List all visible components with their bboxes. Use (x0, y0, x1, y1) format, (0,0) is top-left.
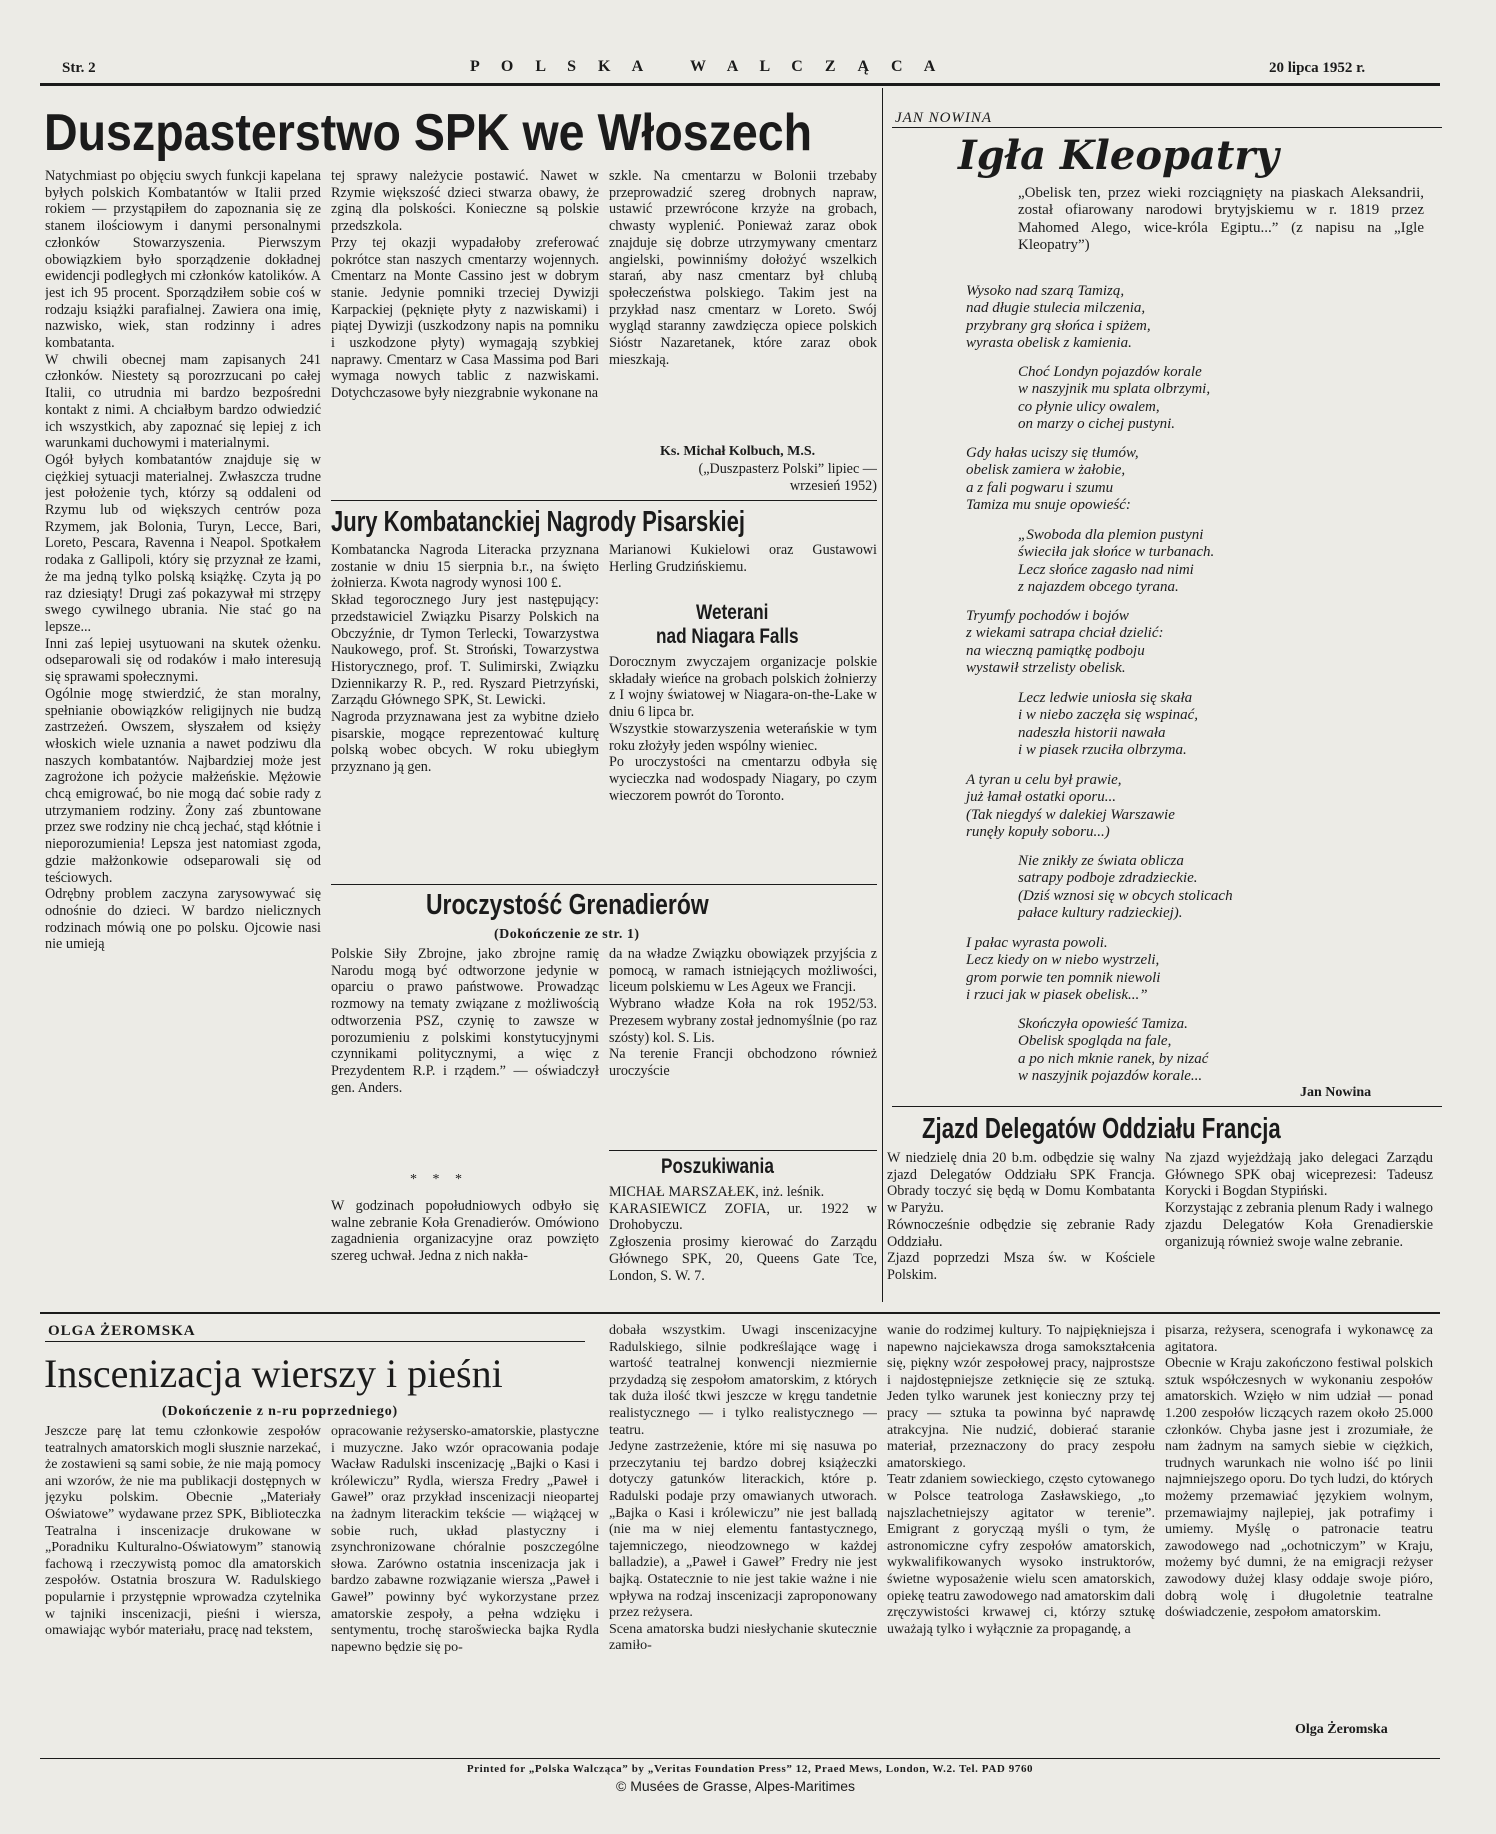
inscenizacja-author-rule (45, 1341, 585, 1342)
poem-stanza-10: Skończyła opowieść Tamiza. Obelisk spogląda na fale, a po nich mknie ranek, by nizać w naszyjnik pojazdów korale... (1018, 1016, 1209, 1085)
zjazd-column-2: Na zjazd wyjeżdżają jako delegaci Zarządu Głównego SPK obaj wiceprezesi: Tadeusz Korycki i Bogdan Stypiński. Korzystając z zebrania plenum Rady i walnego zjazdu Delegatów Koła Grenadierskie organizują również swoje walne zebranie. (1165, 1150, 1433, 1250)
kleopatra-author: JAN NOWINA (895, 110, 993, 126)
spk-column-2: tej sprawy należycie postawić. Nawet w Rzymie większość dzieci stwarza obawy, że zginą dla polskości. Konieczne są polskie przedszkola. Przy tej okazji wypadałoby zreferować pokrótce stan naszych cmentarzy wojennych. Cmentarz na Monte Cassino jest w dobrym stanie. Jedynie pomniki trzeciej Dywizji Karpackiej (pęknięte płyty z nazwiskami) i piątej Dywizji (uszkodzony napis na pomniku i uszkodzone płyty) wymagają szybkiej naprawy. Cmentarz w Casa Massima pod Bari wymaga nowych tablic z nazwiskami. Dotychczasowe były niezgrabnie wykonane na (331, 168, 599, 402)
spk-signature-note: („Duszpasterz Polski” lipiec — wrzesień 1952) (698, 461, 877, 494)
kleopatra-signature: Jan Nowina (1300, 1085, 1372, 1100)
search-headline: Poszukiwania (661, 1155, 774, 1178)
inscenizacja-column-3: dobała wszystkim. Uwagi inscenizacyjne Radulskiego, silnie podkreślające wagę i wartość teatralnej konwencji niezmiernie przydadzą się zespołom amatorskim, z których tak duża ilość tkwi jeszcze w kręgu tandetnie realistycznego — i tylko realistycznego — teatru. Jedyne zastrzeżenie, które mi się nasuwa po przeczytaniu tej bardzo dobrej książeczki dotyczy gatunków literackich, które p. Radulski podaje przy omawianych utworach. „Bajka o Kasi i królewiczu” nie jest balladą (nie ma w niej elementu fantastycznego, tajemniczego, nieodzownego w każdej balladzie), a „Paweł i Gaweł” Fredry nie jest bajką. Ostatecznie to nie jest takie ważne i nie wpływa na rodzaj inscenizacji zaproponowany przez reżysera. Scena amatorska budzi niesłychanie skutecznie zamiło- (609, 1323, 877, 1654)
column-rule (882, 88, 883, 1302)
masthead-rule (40, 83, 1440, 86)
grenadiers-top-rule (331, 884, 877, 885)
spk-signature: Ks. Michał Kolbuch, M.S. (660, 444, 816, 459)
niagara-headline-1: Weterani (696, 601, 769, 624)
grenadiers-headline: Uroczystość Grenadierów (426, 889, 709, 921)
kleopatra-author-rule (892, 127, 1442, 128)
spk-column-1: Natychmiast po objęciu swych funkcji kapelana byłych polskich Kombatantów w Italii przed rokiem — przystąpiłem do zapoznania się ze stanem ilościowym i danymi personalnymi członków Stowarzyszenia. Pierwszym obowiązkiem było sporządzenie dokładnej ewidencji podległych mi członków katolików. A jest ich 95 procent. Sporządziłem sobie coś w rodzaju książki parafialnej. Zawiera ona imię, nazwisko, wiek, stan rodzinny i adres kombatanta. W chwili obecnej mam zapisanych 241 członków. Niestety są porozrzucani po całej Italii, co utrudnia mi bardzo bezpośredni kontakt z nimi. A chciałbym bardzo odwiedzić ich wszystkich, aby zapoznać się lepiej z ich warunkami duchowymi i materialnymi. Ogół byłych kombatantów znajduje się w ciężkiej sytuacji materialnej. Zwłaszcza trudne jest położenie tych, którzy są oddaleni od Rzymu lub od większych centrów poza Rzymem, jak Bolonia, Turyn, Lecce, Bari, Loreto, Pescara, Ravenna i Neapol. Spotkałem rodaka z Gallipoli, który się przyznał ze łzami, że ma jedną tylko polską książkę. Czyta ją po raz dziesiąty! Drugi zaś pokazywał mi strzępy swego cywilnego ubrania. Nie stać go na lepsze... Inni zaś lepiej usytuowani na skutek ożenku. odseparowali się od rodaków i mało interesują się sprawami społecznymi. Ogólnie mogę stwierdzić, że stan moralny, spełnianie obowiązków religijnych nie budzą zastrzeżeń. Owszem, słyszałem od księży włoskich wiele uznania a nawet podziwu dla naszych kombatantów. Najbardziej może jest zagrożone ich pożycie małżeńskie. Mężowie chcą emigrować, bo nie mogą dać sobie rady z utrzymaniem rodziny. Żony zaś zbuntowane przez swe rodziny nie chcą jechać, stąd kłótnie i nieporozumienia! Lepsza jest natomiast zgoda, gdzie małżonkowie odseparowali się od teściowych. Odrębny problem zaczyna zarysowywać się odnośnie do dzieci. W bardzo nielicznych rodzinach mówią one po polsku. Ojcowie nasi nie umieją (45, 168, 321, 953)
inscenizacja-column-1: Jeszcze parę lat temu członkowie zespołów teatralnych amatorskich mogli słusznie narzekać, że zostawieni są sami sobie, że nie mają pomocy ani wzorów, że nie ma publikacji dostępnych w języku polskim. Obecnie „Materiały Oświatowe” wydawane przez SPK, Biblioteczka Teatralna i inscenizacje drukowane w „Poradniku Kulturalno-Oświatowym” stanowią fachową i rzeczywistą pomoc dla amatorskich zespołów. Ostatnia broszura W. Radulskiego popularnie i przystępnie wprowadza czytelnika w tajniki inscenizacji, pieśni i wiersza, omawiając wybór materiału, pracę nad tekstem, (45, 1424, 321, 1639)
poem-stanza-7: A tyran u celu był prawie, już łamał ostatki oporu... (Tak niegdyś w dalekiej Warszawie runęły kopuły soboru...) (966, 772, 1175, 841)
grenadiers-subheadline: (Dokończenie ze str. 1) (494, 927, 640, 942)
jury-column-1: Kombatancka Nagroda Literacka przyznana zostanie w dniu 15 sierpnia b.r., na święto żołnierza. Kwota nagrody wynosi 100 £. Skład tegorocznego Jury jest następujący: przedstawiciel Związku Pisarzy Polskich na Obczyźnie, dr Tymon Terlecki, Towarzystwa Naukowego, prof. St. Stroński, Towarzystwa Historycznego, prof. T. Sulimirski, Związku Dziennikarzy R. P., red. Ryszard Pietrzyński, Zarządu Głównego SPK, St. Lewicki. Nagroda przyznawana jest za wybitne dzieło pisarskie, mogące reprezentować kulturę polską wobec obcych. W roku ubiegłym przyznano ją gen. (331, 542, 599, 776)
page-number: Str. 2 (62, 60, 96, 76)
search-body: MICHAŁ MARSZAŁEK, inż. leśnik. KARASIEWICZ ZOFIA, ur. 1922 w Drohobyczu. Zgłoszenia prosimy kierować do Zarządu Głównego SPK, 20, Queens Gate Tce, London, S. W. 7. (609, 1184, 877, 1284)
grenadiers-column-1: Polskie Siły Zbrojne, jako zbrojne ramię Narodu mogą być odtworzone jedynie w oparciu o prawo państwowe. Prowadząc rozmowy na tematy związane z możliwością odtworzenia PSZ, czynię to zawsze w porozumieniu z polskimi konstytucyjnymi czynnikami politycznymi, a więc z Prezydentem R.P. i rządem.” — oświadczył gen. Anders. (331, 946, 599, 1096)
zjazd-column-1: W niedzielę dnia 20 b.m. odbędzie się walny zjazd Delegatów Oddziału SPK Francja. Obrady toczyć się będą w Domu Kombatanta w Paryżu. Równocześnie odbędzie się zebranie Rady Oddziału. Zjazd poprzedzi Msza św. w Kościele Polskim. (887, 1150, 1155, 1283)
poem-stanza-2: Choć Londyn pojazdów korale w naszyjnik mu splata olbrzymi, co płynie ulicy owalem, on marzy o cichej pustyni. (1018, 364, 1211, 433)
inscenizacja-headline: Inscenizacja wierszy i pieśni (44, 1351, 503, 1396)
issue-date: 20 lipca 1952 r. (1269, 60, 1366, 76)
search-top-rule (609, 1150, 877, 1151)
section-separator: * * * (410, 1172, 468, 1187)
poem-stanza-3: Gdy hałas uciszy się tłumów, obelisk zamiera w żałobie, a z fali pogwaru i szumu Tamiza mu snuje opowieść: (966, 445, 1139, 514)
printer-imprint: Printed for „Polska Walcząca” by „Veritas Foundation Press” 12, Praed Mews, London, W.2. Tel. PAD 9760 (466, 1763, 1034, 1775)
poem-stanza-1: Wysoko nad szarą Tamizą, nad długie stulecia milczenia, przybrany grą słońca i spiżem, wyrasta obelisk z kamienia. (966, 283, 1151, 352)
zjazd-headline: Zjazd Delegatów Oddziału Francja (922, 1113, 1281, 1145)
poem-stanza-4: „Swoboda dla plemion pustyni świeciła jak słońce w turbanach. Lecz słońce zagasło nad nimi z najazdem obcego tyrana. (1018, 527, 1215, 596)
grenadiers-column-2: da na władze Związku obowiązek przyjścia z pomocą, w ramach istniejących możliwości, liceum polskiemu w Les Ageux we Francji. Wybrano władze Koła na rok 1952/53. Prezesem wybrany został jednomyślnie (po raz szósty) kol. S. Lis. Na terenie Francji obchodzono również uroczyście (609, 946, 877, 1079)
jury-headline: Jury Kombatanckiej Nagrody Pisarskiej (331, 506, 746, 538)
grenadiers-column-1b: W godzinach popołudniowych odbyło się walne zebranie Koła Grenadierów. Omówiono zagadnienia organizacyjne oraz powzięto szereg uchwał. Jedna z nich nakła- (331, 1198, 599, 1265)
poem-stanza-8: Nie znikły ze świata oblicza satrapy podboje zdradzieckie. (Dziś wznosi się w obcych stolicach pałace kultury radzieckiej). (1018, 853, 1233, 922)
inscenizacja-column-2: opracowanie reżysersko-amatorskie, plastyczne i muzyczne. Jako wzór opracowania podaje Wacław Radulski inscenizację „Bajki o Kasi i królewiczu” Rydla, wiersza Fredry „Paweł i Gaweł” oraz przykład inscenizacji nieopartej na żadnym literackim tekście — wiążącej w sobie ruch, układ plastyczny i zsynchronizowane chóralnie poszczególne słowa. Zarówno ostatnia inscenizacja jak i bardzo zabawne rozwiązanie wiersza „Paweł i Gaweł” powinny być wykorzystane przez amatorskie zespoły, a pełna wdzięku i sentymentu, trochę starošwiecka bajka Rydla napewno będzie się po- (331, 1424, 599, 1655)
footer-rule (40, 1758, 1440, 1759)
niagara-body: Dorocznym zwyczajem organizacje polskie składały wieńce na grobach polskich żołnierzy z I wojny światowej w Niagara-on-the-Lake w dniu 6 lipca br. Wszystkie stowarzyszenia weterańskie w tym roku złożyły jeden wspólny wieniec. Po uroczystości na cmentarzu odbyła się wycieczka nad wodospady Niagary, po czym wieczorem powrót do Toronto. (609, 654, 877, 804)
inscenizacja-column-4: wanie do rodzimej kultury. To najpiękniejsza i napewno najciekawsza droga samokształcenia się, piękny wzór zespołowej pracy, najprostsze i najdostępniejsze zetknięcie się ze sztuką. Jeden tylko warunek jest konieczny przy tej pracy — sztuka ta powinna być naprawdę atrakcyjna. Nie nudzić, dobierać staranie materiał, przeznaczony do pracy zespołu amatorskiego. Teatr zdaniem sowieckiego, często cytowanego w Polsce teatrologa Zasławskiego, „to najszlachetniejszy agitator w terenie”. Emigrant z gorycząą myśli o tym, że astronomiczne cyfry zespołów amatorskich, wykwalifikowanych wysoko instruktorów, świetne wyposażenie wielu scen amatorskich, opiekę teatru zawodowego nad amatorskim dali zręczywistości krwawej ci, którzy sztukę uważają tylko i wyłącznie za propagandę, a (887, 1323, 1155, 1637)
spk-headline: Duszpasterstwo SPK we Włoszech (44, 104, 813, 162)
inscenizacja-signature: Olga Żeromska (1295, 1722, 1388, 1737)
section-rule (40, 1312, 1440, 1314)
jury-column-2: Marianowi Kukielowi oraz Gustawowi Herling Grudzińskiemu. (609, 542, 877, 575)
poem-stanza-5: Tryumfy pochodów i bojów z wiekami satrapa chciał dzielić: na wieczną pamiątkę podboju wystawił strzelisty obelisk. (966, 608, 1164, 677)
copyright-notice: © Musées de Grasse, Alpes-Maritimes (616, 1778, 856, 1794)
kleopatra-intro: „Obelisk ten, przez wieki rozciągnięty na piaskach Aleksandrii, został ofiarowany narodowi brytyjskiemu w r. 1819 przez Mahomed Alego, wice-króla Egiptu...” (z napisu na „Igle Kleopatry”) (1018, 185, 1424, 254)
spk-column-3: szkle. Na cmentarzu w Bolonii trzebaby przeprowadzić szereg drobnych napraw, ustawić przewrócone krzyże na grobach, chwasty wyplenić. Ponieważ zaraz obok znajduje się dobrze utrzymywany cmentarz angielski, powinniśmy dołożyć wszelkich starań, aby nasz cmentarz był chlubą społeczeństwa polskiego. Takim jest na przykład nasz cmentarz w Loreto. Swój wygląd staranny zawdzięcza opiece polskich Sióstr Nazaretanek, które zaraz obok mieszkają. (609, 168, 877, 368)
inscenizacja-author: OLGA ŻEROMSKA (48, 1323, 196, 1339)
niagara-headline-2: nad Niagara Falls (656, 625, 799, 648)
inscenizacja-column-5: pisarza, reżysera, scenografa i wykonawcę za agitatora. Obecnie w Kraju zakończono festiwal polskich sztuk współczesnych w wykonaniu zespołów amatorskich. Wzięło w nim udział — ponad 1.200 zespołów liczących razem około 25.000 członków. Chyba jasne jest i zrozumiałe, że nam żadnym na samych siebie w ciężkich, trudnych warunkach nie wolno iść po linii najmniejszego oporu. Do tych ludzi, do których możemy przemawiać językiem wolnym, przemawiajmy najlepiej, jak potrafimy i umiemy. Myślę o patronacie teatru zawodowego nad „ochotniczym” w Kraju, możemy być dumni, że na emigracji reżyser zawodowy dużej klasy oddaje swoje pióro, dobrą wolę i długoletnie teatralne doświadczenie, zespołom amatorskim. (1165, 1323, 1433, 1621)
kleopatra-bottom-rule (892, 1106, 1442, 1107)
kleopatra-headline: Igła Kleopatry (958, 132, 1279, 179)
newspaper-title: P O L S K A W A L C Z Ą C A (470, 58, 945, 75)
poem-stanza-9: I pałac wyrasta powoli. Lecz kiedy on w niebo wystrzeli, grom porwie ten pomnik niewoli i rzuci jak w piasek obelisk...” (966, 935, 1161, 1004)
inscenizacja-subheadline: (Dokończenie z n-ru poprzedniego) (162, 1404, 398, 1419)
spk-bottom-rule (331, 500, 877, 501)
poem-stanza-6: Lecz ledwie uniosła się skała i w niebo zaczęła się wspinać, nadeszła historii nawała i w piasek rzuciła olbrzyma. (1018, 690, 1198, 759)
